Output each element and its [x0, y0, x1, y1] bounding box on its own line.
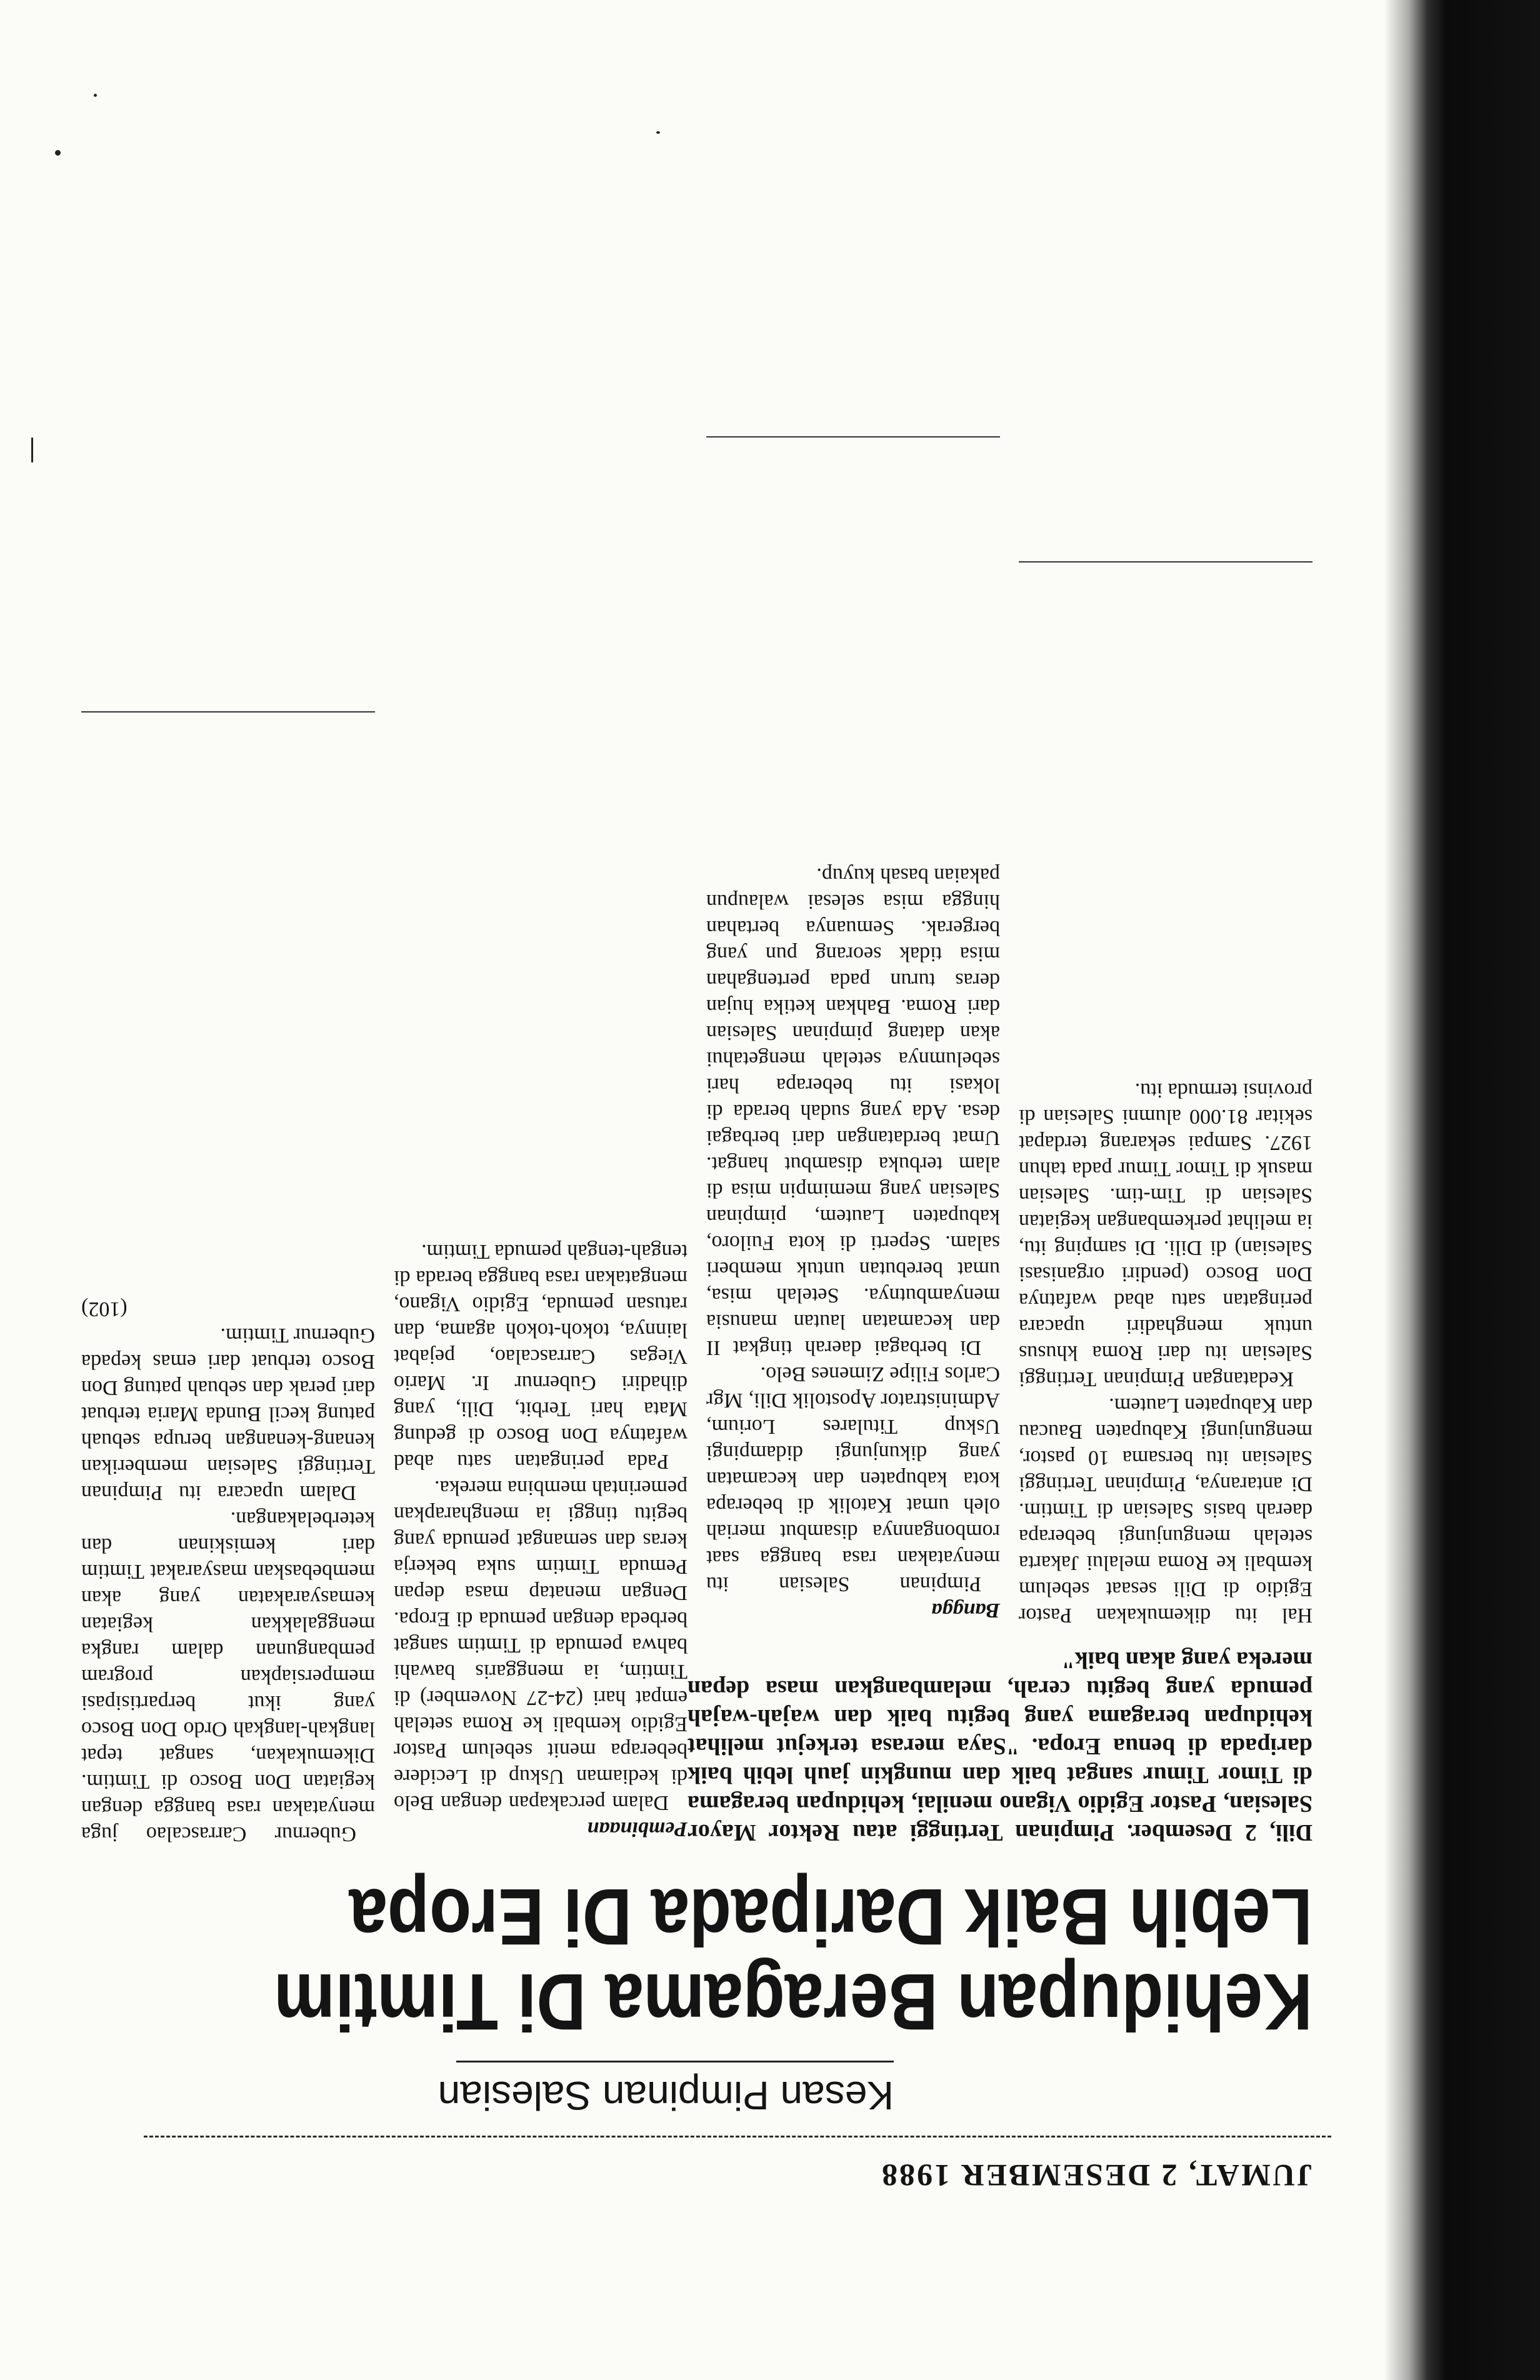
speck [55, 150, 61, 156]
newspaper-clipping [62, 62, 1369, 2312]
column-3 [394, 1238, 688, 1847]
subheading-bangga: Bangga [931, 1599, 1000, 1622]
paragraph: Hal itu dikemukakan Pastor Egidio di Dili sesaat sebelum kembali ke Roma melalui Jakarta setelah mengunjungi beberapa daerah basis Salesian di Timtim. Di antaranya, Pimpinan Tertinggi Salesian itu bersama 10 pastor, mengunjungi Kabupaten Baucau dan Kabupaten Lautem. [1019, 1394, 1312, 1627]
subheading-pembinaan: Pembinaan [587, 1818, 688, 1841]
column-end-rule [1019, 561, 1312, 562]
paragraph: Gubernur Carrascalao juga menyatakan rasa bangga dengan kegiatan Don Bosco di Timtim. Dikemukakan, sangat tepat langkah-langkah Ordo Don Bosco yang ikut berpartisipasi mempersiapkan program pembangunan dalam rangka menggalakkan kegiatan kemasyarakatan yang akan membebaskan masyarakat Timtim dari kemiskinan dan keterbelakangan. [81, 1508, 375, 1846]
dateline: JUMAT, 2 DESEMBER 1988 [880, 2158, 1312, 2193]
column-1 [1019, 1077, 1312, 1628]
headline [264, 1874, 1312, 2044]
column-2 [706, 862, 1000, 1628]
column-end-rule [706, 436, 1000, 438]
clipping-content [62, 62, 1369, 2312]
article-code: (102) [81, 1298, 128, 1321]
kicker: Kesan Pimpinan Salesian [438, 2073, 894, 2118]
paragraph: Dalam percakapan dengan Belo di kediaman Uskup di Lecidere beberapa menit sebelum Pastor Egidio kembali ke Roma setelah empat hari (24-27 November) di Timtim, ia menggaris bawahi bahwa pemuda di Timtim sangat berbeda dengan pemuda di Eropa. Dengan menatap masa depan Pemuda Timtim suka bekerja keras dan semangat pemuda yang begitu tinggi ia mengharapkan pemerintah membina mereka. [394, 1476, 688, 1814]
paragraph: Kedatangan Pimpinan Tertinggi Salesian itu dari Roma khusus untuk menghadiri upacara peringatan satu abad wafatnya Don Bosco (pendiri organisasi Salesian) di Dili. Di samping itu, ia melihat perkembangan kegiatan Salesian di Tim-tim. Salesian masuk di Timor Timur pada tahun 1927. Sampai sekarang terdapat sekitar 81.000 alumni Salesian di provinsi termuda itu. [1019, 1079, 1312, 1391]
headline-line-1: Kehidupan Beragama Di Timtim [274, 1957, 1312, 2046]
scanner-edge-shadow [1384, 0, 1540, 2380]
paragraph: Pimpinan Salesian itu menyatakan rasa bangga saat rombongannya disambut meriah oleh umat Katolik di beberapa kota kabupaten dan kecamatan yang dikunjungi didampingi Uskup Titulares Lorium, Administrator Apostolik Dili, Mgr Carlos Filipe Zimenes Belo. [706, 1362, 1000, 1596]
lead-paragraph: Dili, 2 Desember. Pimpinan Tertinggi atau Rektor Mayor Salesian, Pastor Egidio Vigano menilai, kehidupan beragama di Timor Timur sangat baik dan mungkin jauh lebih baik daripada di benua Eropa. "Saya merasa terkejut melihat kehidupan beragama yang begitu baik dan wajah-wajah pemuda yang begitu cerah, melambangkan masa depan mereka yang akan baik" [688, 1647, 1312, 1846]
dateline-divider [144, 2136, 1331, 2138]
kicker-rule [456, 2061, 894, 2062]
headline-line-2: Lebih Baik Daripada Di Eropa [349, 1872, 1312, 1961]
paragraph: Pada peringatan satu abad wafatnya Don Bosco di gedung Mata hari Terbit, Dili, yang dihadiri Gubernur Ir. Mario Viegas Carrascalao, pejabat lainnya, tokoh-tokoh agama, dan ratusan pemuda, Egidio Vigano, mengatakan rasa bangga berada di tengah-tengah pemuda Timtim. [394, 1240, 688, 1473]
paragraph: Di berbagai daerah tingkat II dan kecamatan lautan manusia menyambutnya. Setelah misa, umat berebutan untuk memberi salam. Seperti di kota Fuiloro, kabupaten Lautem, pimpinan Salesian yang memimpin misa di alam terbuka disambut hangat. Umat berdatangan dari berbagai desa. Ada yang sudah berada di lokasi itu beberapa hari sebelumnya setelah mengetahui akan datang pimpinan Salesian dari Roma. Bahkan ketika hujan deras turun pada pertengahan misa tidak seorang pun yang bergerak. Semuanya bertahan hingga misa selesai walaupun pakaian basah kuyup. [706, 864, 1000, 1359]
column-4 [81, 1296, 375, 1847]
speck [31, 438, 33, 462]
paragraph: Dalam upacara itu Pimpinan Tertinggi Salesian memberikan kenang-kenangan berupa sebuah patung kecil Bunda Maria terbuat dari perak dan sebuah patung Don Bosco terbuat dari emas kepada Gubernur Timtim. [81, 1324, 375, 1504]
column-end-rule [81, 711, 375, 712]
